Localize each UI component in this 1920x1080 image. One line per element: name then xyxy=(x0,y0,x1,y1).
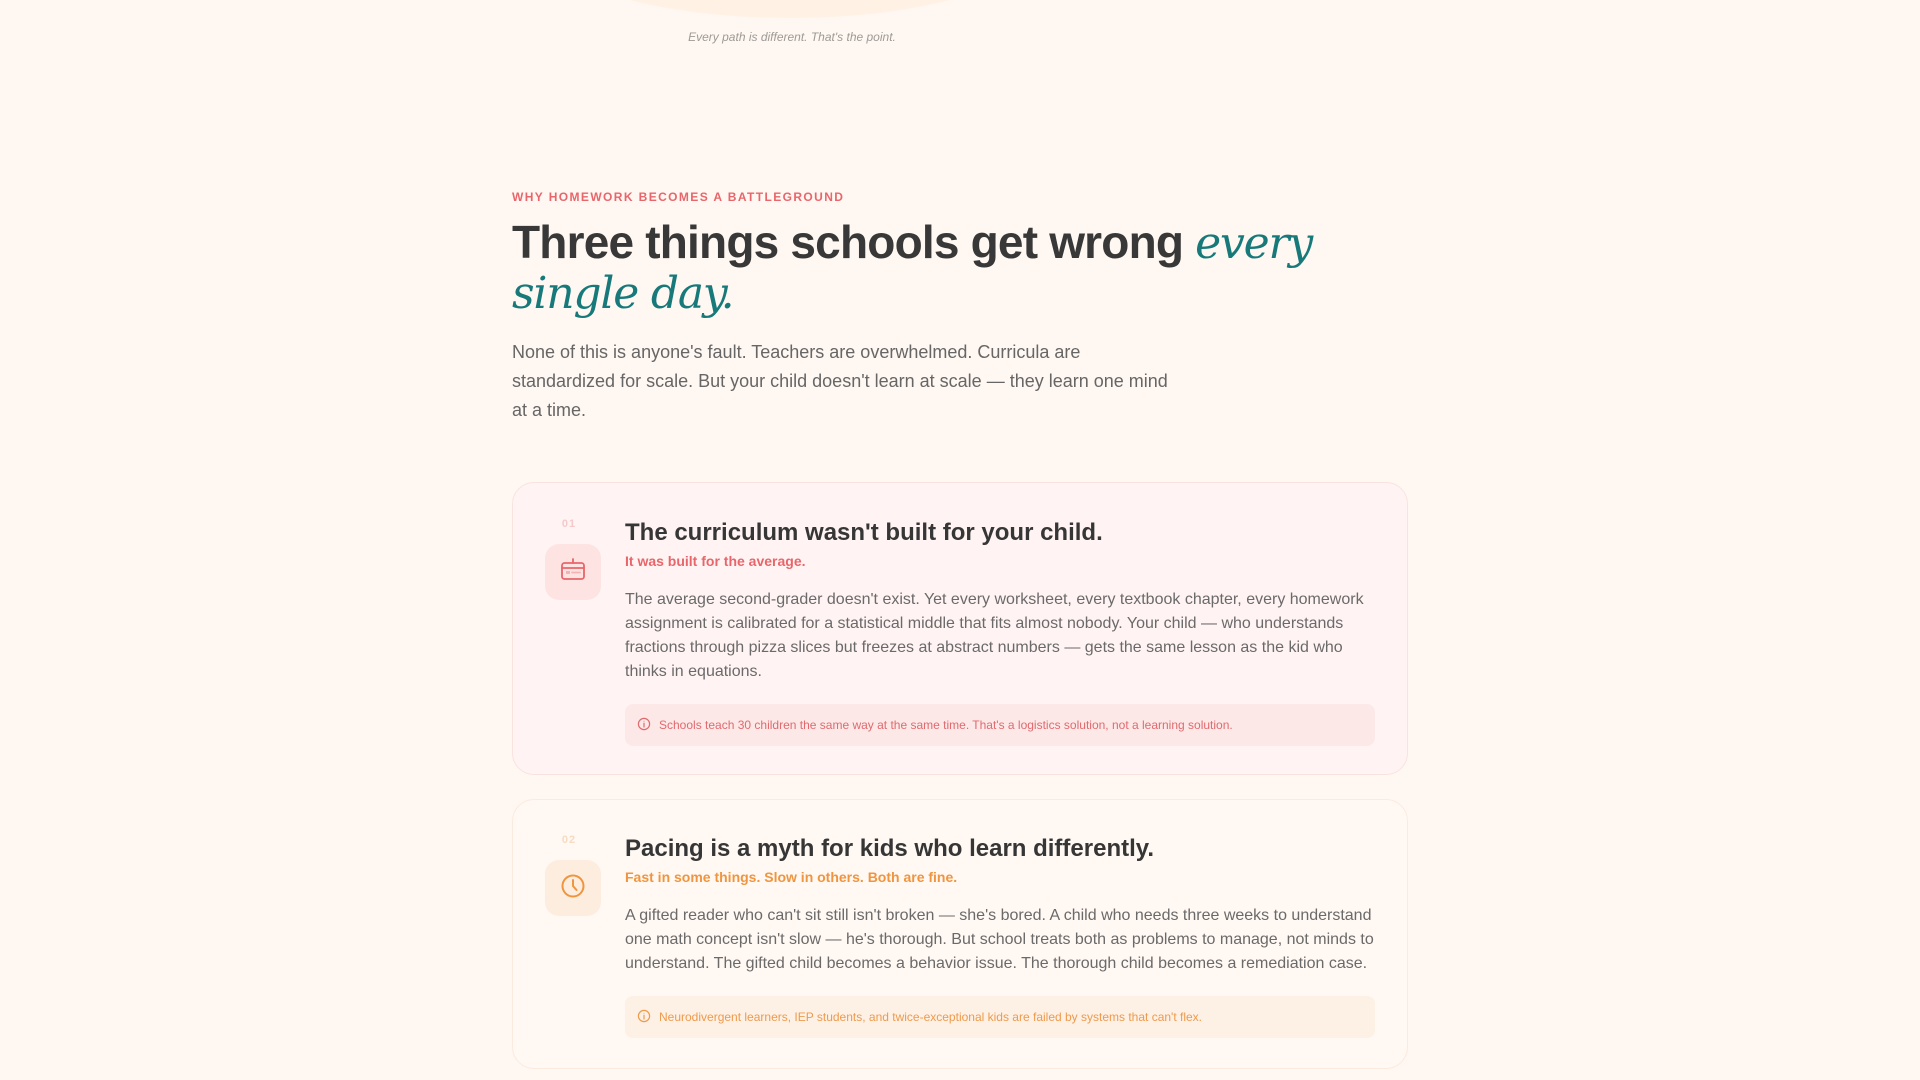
decorative-arc xyxy=(540,0,1040,18)
headline-accent: every single day. xyxy=(512,218,1312,319)
card-body: A gifted reader who can't sit still isn't broken — she's bored. A child who needs three weeks to understand one math concept isn't slow — he's thorough. But school treats both as problems to manage, not minds to understand. The gifted child becomes a behavior issue. The thorough child becomes a remediation case. xyxy=(625,907,1374,972)
section-intro: None of this is anyone's fault. Teachers are overwhelmed. Curricula are standardized for scale. But your child doesn't learn at scale — they learn one mind at a time. xyxy=(512,342,1168,420)
card-content xyxy=(625,518,1375,746)
card-icon-box xyxy=(545,860,601,916)
card-icon-box xyxy=(545,544,601,600)
info-icon xyxy=(637,717,651,734)
calendar-icon xyxy=(559,556,587,589)
card-note-text: Schools teach 30 children the same way at the same time. That's a logistics solution, not a learning solution. xyxy=(659,718,1233,732)
section-headline xyxy=(512,218,1392,318)
card-subtitle: It was built for the average. xyxy=(625,553,806,569)
headline-main: Three things schools get wrong xyxy=(512,216,1196,268)
card-note xyxy=(625,704,1375,746)
card-title: The curriculum wasn't built for your child. xyxy=(625,519,1103,546)
card-subtitle: Fast in some things. Slow in others. Both are fine. xyxy=(625,869,958,885)
clock-icon xyxy=(559,872,587,905)
problem-card-2 xyxy=(512,799,1408,1069)
card-note xyxy=(625,996,1375,1038)
info-icon xyxy=(637,1009,651,1026)
card-body: The average second-grader doesn't exist. Yet every worksheet, every textbook chapter, every homework assignment is calibrated for a statistical middle that fits almost nobody. Your child — who understands fractions through pizza slices but freezes at abstract numbers — gets the same lesson as the kid who thinks in equations. xyxy=(625,591,1364,680)
card-number: 02 xyxy=(561,834,577,846)
problems-section xyxy=(512,190,1408,425)
card-content xyxy=(625,834,1375,1038)
card-title: Pacing is a myth for kids who learn differently. xyxy=(625,835,1155,862)
card-number: 01 xyxy=(561,518,577,530)
problem-card-1 xyxy=(512,482,1408,775)
card-note-text: Neurodivergent learners, IEP students, and twice-exceptional kids are failed by systems that can't flex. xyxy=(659,1010,1203,1024)
section-eyebrow: WHY HOMEWORK BECOMES A BATTLEGROUND xyxy=(512,190,845,204)
path-caption: Every path is different. That's the point. xyxy=(688,30,896,44)
